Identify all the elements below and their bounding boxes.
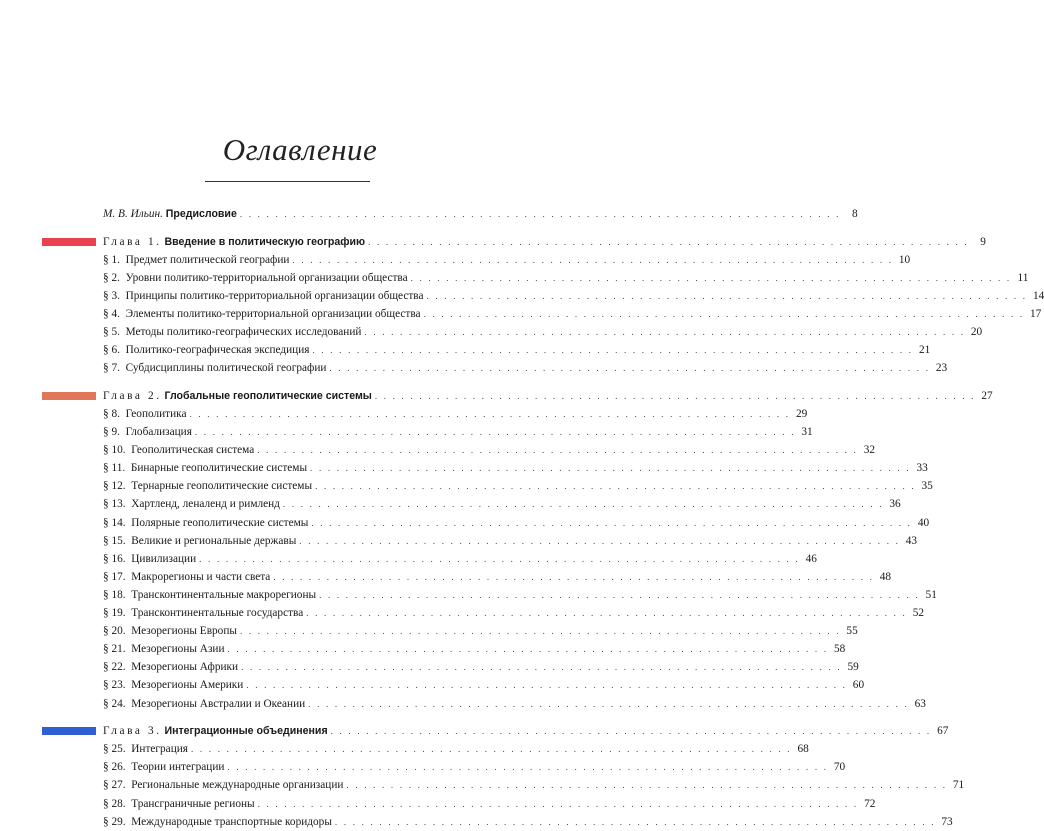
page-number: 32	[863, 444, 875, 457]
page-number: 21	[918, 344, 931, 357]
toc-chapter-entry[interactable]	[103, 722, 949, 740]
chapter-color-marker	[42, 727, 96, 735]
section-number: § 1.	[103, 253, 120, 266]
toc-entry-preface[interactable]	[103, 205, 858, 223]
dot-leader: . . . . . . . . . . . . . . . . . . . . . . . . . . . . . . . . . . . . . . . . . . . . . . . . . . . . . . . . . . . . . . . . . . . .	[346, 780, 948, 791]
dot-leader: . . . . . . . . . . . . . . . . . . . . . . . . . . . . . . . . . . . . . . . . . . . . . . . . . . . . . . . . . . . . . . . . . . . .	[189, 408, 791, 419]
section-title: Мезорегионы Азии	[131, 643, 225, 656]
page-number: 63	[914, 697, 926, 710]
section-title: Трансграничные регионы	[131, 797, 255, 810]
toc-section-entry[interactable]	[103, 423, 813, 441]
section-title: Мезорегионы Австралии и Океании	[131, 697, 306, 710]
toc-section-entry[interactable]	[103, 341, 931, 359]
dot-leader: . . . . . . . . . . . . . . . . . . . . . . . . . . . . . . . . . . . . . . . . . . . . . . . . . . . . . . . . . . . . . . . . . . . .	[191, 744, 792, 755]
section-number: § 8.	[103, 407, 120, 420]
section-title: Мезорегионы Европы	[131, 625, 237, 638]
section-number: § 28.	[103, 797, 126, 810]
page-title: Оглавление	[222, 132, 378, 167]
dot-leader: . . . . . . . . . . . . . . . . . . . . . . . . . . . . . . . . . . . . . . . . . . . . . . . . . . . . . . . . . . . . . . . . . . . .	[194, 427, 796, 437]
section-title: Геополитическая система	[131, 444, 255, 457]
section-number: § 17.	[103, 570, 126, 583]
toc-section-entry[interactable]	[103, 477, 933, 495]
toc-section-entry[interactable]	[103, 658, 859, 676]
section-title: Мезорегионы Африки	[131, 661, 239, 674]
section-title: Трансконтинентальные государства	[131, 607, 304, 619]
page-number: 40	[917, 516, 930, 529]
preface-author: М. В. Ильин.	[103, 208, 163, 220]
section-number: § 12.	[103, 480, 126, 493]
dot-leader: . . . . . . . . . . . . . . . . . . . . . . . . . . . . . . . . . . . . . . . . . . . . . . . . . . . . . . . . . . . . . . . . . . . .	[329, 363, 931, 374]
toc-section-entry[interactable]	[103, 269, 1029, 287]
page-number: 29	[795, 407, 808, 420]
toc-section-entry[interactable]	[103, 495, 901, 513]
page-number: 59	[847, 661, 859, 674]
section-number: § 3.	[103, 289, 120, 302]
dot-leader: . . . . . . . . . . . . . . . . . . . . . . . . . . . . . . . . . . . . . . . . . . . . . . . . . . . . . . . . . . . . . . . . . . . .	[410, 272, 1012, 283]
section-title: Хартленд, леналенд и римленд	[131, 498, 280, 511]
toc-chapter-entry[interactable]	[103, 233, 986, 251]
page-number: 20	[970, 326, 983, 338]
page-number: 52	[912, 607, 924, 619]
section-number: § 24.	[103, 697, 126, 710]
page-number: 60	[852, 679, 865, 692]
section-title: Макрорегионы и части света	[131, 570, 271, 583]
dot-leader: . . . . . . . . . . . . . . . . . . . . . . . . . . . . . . . . . . . . . . . . . . . . . . . . . . . . . . . . . . . . . . . . . . . .	[310, 463, 911, 474]
section-title: Элементы политико-территориальной организации общества	[125, 307, 421, 320]
section-number: § 19.	[103, 607, 126, 619]
section-number: § 6.	[103, 344, 120, 357]
section-number: § 23.	[103, 679, 126, 692]
section-title: Предмет политической географии	[125, 253, 290, 266]
section-title: Тернарные геополитические системы	[131, 480, 313, 493]
page-number: 55	[846, 625, 858, 638]
chapter-label: Глава 2.	[103, 389, 162, 402]
dot-leader: . . . . . . . . . . . . . . . . . . . . . . . . . . . . . . . . . . . . . . . . . . . . . . . . . . . . . . . . . . . . . . . . . . . .	[239, 626, 841, 637]
section-number: § 9.	[103, 426, 120, 438]
toc-section-entry[interactable]	[103, 813, 953, 831]
chapter-color-marker	[42, 238, 96, 246]
toc-section-entry[interactable]	[103, 405, 808, 423]
toc-section-entry[interactable]	[103, 758, 846, 776]
section-number: § 27.	[103, 779, 126, 792]
page-number: 9	[980, 235, 986, 248]
section-number: § 10.	[103, 444, 126, 457]
page-number: 17	[1030, 307, 1042, 320]
dot-leader: . . . . . . . . . . . . . . . . . . . . . . . . . . . . . . . . . . . . . . . . . . . . . . . . . . . . . . . . . . . . . . . . . . . .	[319, 589, 920, 600]
section-number: § 16.	[103, 552, 126, 565]
page-number: 35	[921, 480, 933, 493]
dot-leader: . . . . . . . . . . . . . . . . . . . . . . . . . . . . . . . . . . . . . . . . . . . . . . . . . . . . . . . . . . . . . . . . . . . .	[241, 662, 842, 673]
section-title: Теории интеграции	[131, 761, 225, 774]
section-number: § 29.	[103, 815, 126, 828]
toc-section-entry[interactable]	[103, 305, 1042, 323]
page-number: 58	[833, 643, 846, 656]
section-title: Геополитика	[125, 407, 187, 420]
dot-leader: . . . . . . . . . . . . . . . . . . . . . . . . . . . . . . . . . . . . . . . . . . . . . . . . . . . . . . . . . . . . . . . . . . . .	[292, 254, 894, 265]
section-number: § 7.	[103, 362, 120, 375]
dot-leader: . . . . . . . . . . . . . . . . . . . . . . . . . . . . . . . . . . . . . . . . . . . . . . . . . . . . . . . . . . . . . . . . . . . .	[308, 698, 909, 709]
toc-section-entry[interactable]	[103, 568, 892, 586]
toc-section-entry[interactable]	[103, 676, 865, 694]
dot-leader: . . . . . . . . . . . . . . . . . . . . . . . . . . . . . . . . . . . . . . . . . . . . . . . . . . . . . . . . . . . . . . . . . . . .	[282, 499, 884, 510]
toc-chapter-entry[interactable]	[103, 387, 993, 405]
toc-section-entry[interactable]	[103, 550, 817, 568]
page-number: 23	[935, 362, 948, 375]
dot-leader: . . . . . . . . . . . . . . . . . . . . . . . . . . . . . . . . . . . . . . . . . . . . . . . . . . . . . . . . . . . . . . . . . . . .	[334, 816, 936, 827]
section-number: § 18.	[103, 588, 126, 601]
chapter-label: Глава 1.	[103, 235, 162, 248]
page-number: 67	[937, 725, 949, 738]
toc-section-entry[interactable]	[103, 740, 809, 758]
section-title: Субдисциплины политической географии	[125, 362, 327, 375]
dot-leader: . . . . . . . . . . . . . . . . . . . . . . . . . . . . . . . . . . . . . . . . . . . . . . . . . . . . . . . . . . . . . . . . . . . .	[374, 390, 976, 401]
section-title: Полярные геополитические системы	[131, 516, 309, 529]
dot-leader: . . . . . . . . . . . . . . . . . . . . . . . . . . . . . . . . . . . . . . . . . . . . . . . . . . . . . . . . . . . . . . . . . . . .	[330, 726, 932, 737]
section-number: § 2.	[103, 271, 120, 284]
toc-section-entry[interactable]	[103, 359, 948, 377]
section-title: Интеграция	[131, 743, 188, 756]
section-title: Региональные международные организации	[131, 779, 344, 792]
toc-section-entry[interactable]	[103, 532, 918, 550]
dot-leader: . . . . . . . . . . . . . . . . . . . . . . . . . . . . . . . . . . . . . . . . . . . . . . . . . . . . . . . . . . . . . . . . . . . .	[312, 345, 914, 356]
section-title: Глобализация	[125, 426, 192, 438]
page-number: 14	[1032, 289, 1044, 302]
dot-leader: . . . . . . . . . . . . . . . . . . . . . . . . . . . . . . . . . . . . . . . . . . . . . . . . . . . . . . . . . . . . . . . . . . . .	[239, 209, 841, 219]
section-title: Цивилизации	[131, 552, 197, 565]
section-number: § 11.	[103, 462, 126, 475]
page-number: 71	[952, 779, 965, 792]
page-number: 51	[925, 588, 937, 601]
dot-leader: . . . . . . . . . . . . . . . . . . . . . . . . . . . . . . . . . . . . . . . . . . . . . . . . . . . . . . . . . . . . . . . . . . . .	[299, 535, 901, 546]
dot-leader: . . . . . . . . . . . . . . . . . . . . . . . . . . . . . . . . . . . . . . . . . . . . . . . . . . . . . . . . . . . . . . . . . . . .	[306, 608, 907, 618]
dot-leader: . . . . . . . . . . . . . . . . . . . . . . . . . . . . . . . . . . . . . . . . . . . . . . . . . . . . . . . . . . . . . . . . . . . .	[199, 553, 800, 564]
toc-section-entry[interactable]	[103, 514, 930, 532]
page-number: 72	[864, 797, 876, 810]
toc-section-entry[interactable]	[103, 251, 911, 269]
section-title: Бинарные геополитические системы	[130, 462, 308, 475]
toc-section-entry[interactable]	[103, 795, 876, 813]
title-rule	[205, 181, 370, 182]
chapter-color-marker	[42, 392, 96, 400]
preface-title: Предисловие	[165, 208, 237, 220]
dot-leader: . . . . . . . . . . . . . . . . . . . . . . . . . . . . . . . . . . . . . . . . . . . . . . . . . . . . . . . . . . . . . . . . . . . .	[368, 236, 969, 247]
page-number: 27	[981, 389, 993, 402]
dot-leader: . . . . . . . . . . . . . . . . . . . . . . . . . . . . . . . . . . . . . . . . . . . . . . . . . . . . . . . . . . . . . . . . . . . .	[227, 644, 829, 655]
section-number: § 13.	[103, 498, 126, 511]
page-number: 48	[879, 570, 892, 583]
section-number: § 26.	[103, 761, 126, 774]
toc-section-entry[interactable]	[103, 622, 858, 640]
section-number: § 5.	[103, 326, 120, 338]
dot-leader: . . . . . . . . . . . . . . . . . . . . . . . . . . . . . . . . . . . . . . . . . . . . . . . . . . . . . . . . . . . . . . . . . . . .	[257, 445, 858, 456]
page-number: 68	[797, 743, 809, 756]
section-title: Политико-географическая экспедиция	[125, 344, 310, 357]
page-number: 46	[805, 552, 817, 565]
section-number: § 25.	[103, 743, 126, 756]
page-number: 31	[801, 426, 813, 438]
dot-leader: . . . . . . . . . . . . . . . . . . . . . . . . . . . . . . . . . . . . . . . . . . . . . . . . . . . . . . . . . . . . . . . . . . . .	[426, 290, 1028, 301]
toc-section-entry[interactable]	[103, 695, 926, 713]
page-number: 36	[889, 498, 901, 511]
section-title: Методы политико-географических исследований	[125, 326, 362, 338]
section-number: § 14.	[103, 516, 126, 529]
section-number: § 4.	[103, 307, 120, 320]
toc-section-entry[interactable]	[103, 441, 875, 459]
dot-leader: . . . . . . . . . . . . . . . . . . . . . . . . . . . . . . . . . . . . . . . . . . . . . . . . . . . . . . . . . . . . . . . . . . . .	[273, 571, 875, 582]
chapter-title: Глобальные геополитические системы	[164, 389, 372, 402]
toc-section-entry[interactable]	[103, 640, 846, 658]
toc-section-entry[interactable]	[103, 776, 965, 794]
section-number: § 21.	[103, 643, 126, 656]
page-number: 33	[916, 462, 928, 475]
dot-leader: . . . . . . . . . . . . . . . . . . . . . . . . . . . . . . . . . . . . . . . . . . . . . . . . . . . . . . . . . . . . . . . . . . . .	[227, 762, 829, 773]
toc-section-entry[interactable]	[103, 287, 1044, 305]
chapter-title: Интеграционные объединения	[164, 725, 328, 738]
page-number: 10	[898, 253, 911, 266]
section-title: Международные транспортные коридоры	[131, 815, 332, 828]
dot-leader: . . . . . . . . . . . . . . . . . . . . . . . . . . . . . . . . . . . . . . . . . . . . . . . . . . . . . . . . . . . . . . . . . . . .	[311, 517, 913, 528]
page-number: 11	[1017, 271, 1029, 284]
section-number: § 20.	[103, 625, 126, 638]
toc-section-entry[interactable]	[103, 459, 928, 477]
page-number: 43	[905, 534, 918, 547]
dot-leader: . . . . . . . . . . . . . . . . . . . . . . . . . . . . . . . . . . . . . . . . . . . . . . . . . . . . . . . . . . . . . . . . . . . .	[257, 798, 859, 809]
page-number: 70	[833, 761, 846, 774]
dot-leader: . . . . . . . . . . . . . . . . . . . . . . . . . . . . . . . . . . . . . . . . . . . . . . . . . . . . . . . . . . . . . . . . . . . .	[315, 481, 916, 492]
page-number: 8	[851, 208, 858, 220]
page-number: 73	[941, 815, 953, 828]
toc-section-entry[interactable]	[103, 604, 924, 622]
toc-section-entry[interactable]	[103, 323, 983, 341]
section-title: Принципы политико-территориальной организации общества	[125, 289, 424, 302]
section-number: § 22.	[103, 661, 126, 674]
chapter-title: Введение в политическую географию	[164, 235, 366, 248]
section-title: Великие и региональные державы	[131, 534, 297, 547]
dot-leader: . . . . . . . . . . . . . . . . . . . . . . . . . . . . . . . . . . . . . . . . . . . . . . . . . . . . . . . . . . . . . . . . . . . .	[364, 327, 966, 337]
dot-leader: . . . . . . . . . . . . . . . . . . . . . . . . . . . . . . . . . . . . . . . . . . . . . . . . . . . . . . . . . . . . . . . . . . . .	[423, 308, 1025, 319]
section-number: § 15.	[103, 534, 126, 547]
toc-section-entry[interactable]	[103, 586, 937, 604]
section-title: Мезорегионы Америки	[131, 679, 244, 692]
section-title: Уровни политико-территориальной организации общества	[125, 271, 408, 284]
section-title: Трансконтинентальные макрорегионы	[131, 588, 317, 601]
dot-leader: . . . . . . . . . . . . . . . . . . . . . . . . . . . . . . . . . . . . . . . . . . . . . . . . . . . . . . . . . . . . . . . . . . . .	[246, 680, 848, 691]
chapter-label: Глава 3.	[103, 725, 162, 738]
